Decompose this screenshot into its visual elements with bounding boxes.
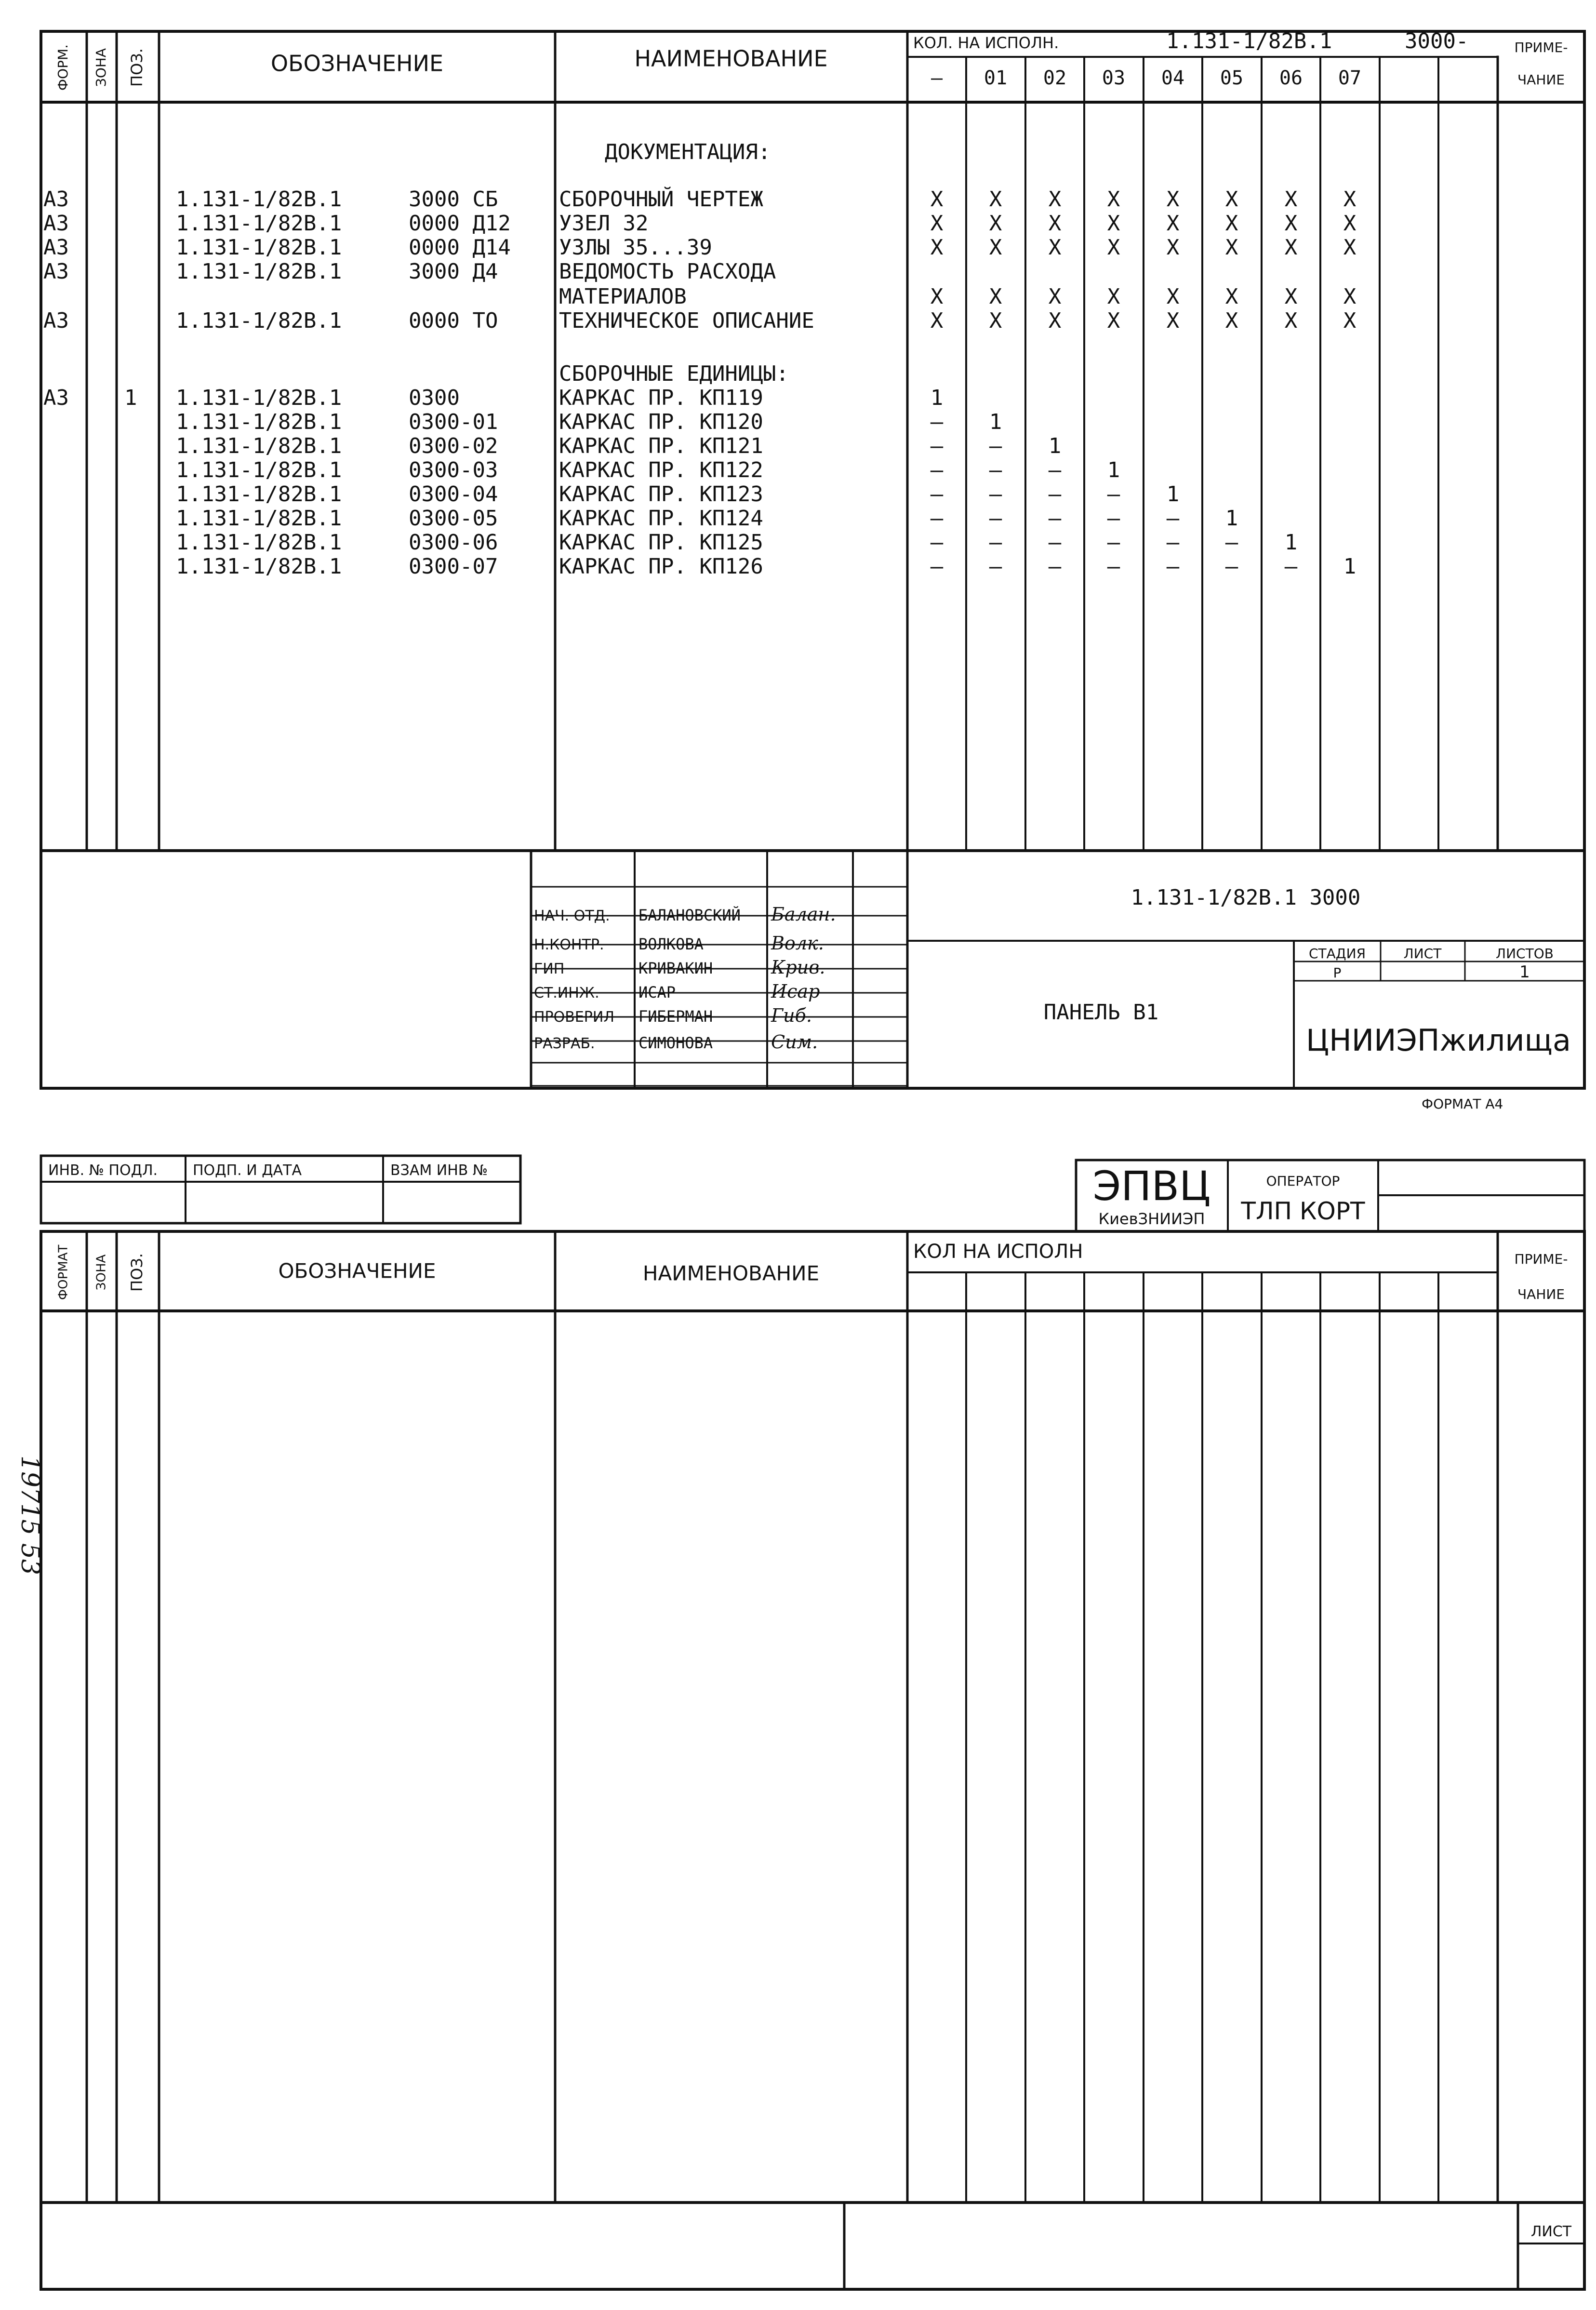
row-qty-cell: X bbox=[1107, 308, 1120, 333]
row-qty-cell: – bbox=[1048, 530, 1062, 555]
row-qty-cell: – bbox=[1107, 554, 1120, 579]
row-qty-cell: – bbox=[930, 530, 944, 555]
sheet2-col-qty-header: КОЛ НА ИСПОЛН bbox=[913, 1241, 1083, 1263]
variant-header-2: 02 bbox=[1043, 67, 1067, 89]
row-designation: 1.131-1/82В.1 bbox=[176, 458, 342, 482]
row-qty-cell: X bbox=[1225, 235, 1238, 260]
row-qty-cell: X bbox=[989, 308, 1002, 333]
row-qty-cell: X bbox=[989, 211, 1002, 236]
row-code: 0300-06 bbox=[409, 530, 498, 555]
stamp-logo-sub: КиевЗНИИЭП bbox=[1098, 1210, 1205, 1228]
row-designation: 1.131-1/82В.1 bbox=[176, 482, 342, 507]
sheet2-col-name-header: НАИМЕНОВАНИЕ bbox=[642, 1261, 820, 1285]
variant-header-3: 03 bbox=[1102, 67, 1126, 89]
row-format: А3 bbox=[43, 308, 69, 333]
title-designation: 1.131-1/82В.1 3000 bbox=[1130, 885, 1361, 910]
row-qty-cell: X bbox=[1166, 211, 1180, 236]
format-label: ФОРМАТ А4 bbox=[1422, 1096, 1503, 1112]
row-code: 0000 Д12 bbox=[409, 211, 511, 236]
row-name: УЗЛЫ 35...39 bbox=[559, 235, 712, 260]
row-qty-cell: – bbox=[930, 410, 944, 434]
row-qty-cell: X bbox=[930, 235, 944, 260]
variant-header-5: 05 bbox=[1220, 67, 1244, 89]
sheet2-note-header-top: ПРИМЕ- bbox=[1514, 1251, 1568, 1267]
signer-role: СТ.ИНЖ. bbox=[534, 985, 599, 1001]
row-qty-cell: X bbox=[1225, 284, 1238, 309]
sheet2-col-designation-header: ОБОЗНАЧЕНИЕ bbox=[278, 1259, 436, 1283]
row-name: СБОРОЧНЫЕ ЕДИНИЦЫ: bbox=[559, 361, 789, 386]
row-code: 0300-03 bbox=[409, 458, 498, 482]
row-qty-cell: X bbox=[1048, 308, 1062, 333]
row-code: 0300-02 bbox=[409, 434, 498, 458]
row-name: КАРКАС ПР. КП120 bbox=[559, 410, 763, 434]
signer-signature: Сим. bbox=[771, 1031, 818, 1053]
inv-label: ИНВ. № ПОДЛ. bbox=[48, 1162, 158, 1179]
row-qty-cell: 1 bbox=[1284, 530, 1298, 555]
vzam-label: ВЗАМ ИНВ № bbox=[390, 1162, 488, 1179]
row-designation: 1.131-1/82В.1 bbox=[176, 506, 342, 531]
row-code: 0000 ТО bbox=[409, 308, 498, 333]
row-qty-cell: X bbox=[1343, 235, 1357, 260]
row-qty-cell: – bbox=[1225, 554, 1238, 579]
row-name: КАРКАС ПР. КП124 bbox=[559, 506, 763, 531]
variant-header-7: 07 bbox=[1338, 67, 1362, 89]
row-format: А3 bbox=[43, 386, 69, 410]
row-section-title: ДОКУМЕНТАЦИЯ: bbox=[605, 140, 771, 164]
row-qty-cell: X bbox=[1284, 308, 1298, 333]
row-name: МАТЕРИАЛОВ bbox=[559, 284, 687, 309]
row-name: УЗЕЛ 32 bbox=[559, 211, 649, 236]
row-qty-cell: – bbox=[1048, 458, 1062, 482]
signer-signature: Балан. bbox=[771, 904, 836, 925]
row-designation: 1.131-1/82В.1 bbox=[176, 235, 342, 260]
row-qty-cell: X bbox=[1284, 187, 1298, 212]
row-name: КАРКАС ПР. КП123 bbox=[559, 482, 763, 507]
row-qty-cell: 1 bbox=[1225, 506, 1238, 531]
row-qty-cell: 1 bbox=[1343, 554, 1357, 579]
signer-role: Н.КОНТР. bbox=[534, 936, 604, 953]
row-qty-cell: – bbox=[1048, 554, 1062, 579]
signer-signature: Крив. bbox=[771, 957, 825, 978]
row-qty-cell: X bbox=[1166, 187, 1180, 212]
row-qty-cell: X bbox=[989, 187, 1002, 212]
row-name: КАРКАС ПР. КП121 bbox=[559, 434, 763, 458]
row-qty-cell: 1 bbox=[989, 410, 1002, 434]
row-format: А3 bbox=[43, 235, 69, 260]
title-stage-label: СТАДИЯ bbox=[1308, 946, 1366, 961]
row-designation: 1.131-1/82В.1 bbox=[176, 530, 342, 555]
row-qty-cell: – bbox=[989, 506, 1002, 531]
sheet2-col-zone-header: ЗОНА bbox=[94, 1254, 109, 1291]
row-qty-cell: – bbox=[930, 458, 944, 482]
col-zone-header: ЗОНА bbox=[93, 48, 109, 87]
title-sheets-label: ЛИСТОВ bbox=[1496, 946, 1554, 961]
row-designation: 1.131-1/82В.1 bbox=[176, 434, 342, 458]
row-qty-cell: – bbox=[1107, 482, 1120, 507]
row-code: 0300-05 bbox=[409, 506, 498, 531]
row-qty-cell: – bbox=[1048, 506, 1062, 531]
row-name: ТЕХНИЧЕСКОЕ ОПИСАНИЕ bbox=[559, 308, 814, 333]
row-qty-cell: X bbox=[1048, 235, 1062, 260]
signer-signature: Исар bbox=[771, 981, 820, 1002]
row-qty-cell: – bbox=[1107, 506, 1120, 531]
row-qty-cell: X bbox=[1343, 187, 1357, 212]
row-qty-cell: 1 bbox=[1107, 458, 1120, 482]
row-qty-cell: – bbox=[1166, 506, 1180, 531]
row-qty-cell: – bbox=[930, 434, 944, 458]
row-format: А3 bbox=[43, 187, 69, 212]
row-qty-cell: X bbox=[930, 211, 944, 236]
row-qty-cell: X bbox=[1107, 235, 1120, 260]
row-qty-cell: – bbox=[1166, 554, 1180, 579]
row-qty-cell: X bbox=[1225, 211, 1238, 236]
row-qty-cell: – bbox=[989, 482, 1002, 507]
col-format-header: ФОРМ. bbox=[55, 44, 71, 91]
row-qty-cell: X bbox=[1343, 308, 1357, 333]
signer-signature: Гиб. bbox=[771, 1005, 812, 1026]
operator-value: ТЛП КОРТ bbox=[1241, 1197, 1365, 1225]
row-qty-cell: X bbox=[989, 235, 1002, 260]
row-code: 0300-07 bbox=[409, 554, 498, 579]
title-sheets-value: 1 bbox=[1519, 962, 1530, 982]
title-organization: ЦНИИЭПжилища bbox=[1306, 1023, 1571, 1058]
col-designation-header: ОБОЗНАЧЕНИЕ bbox=[270, 50, 444, 77]
row-qty-cell: – bbox=[989, 530, 1002, 555]
sheet2-col-pos-header: ПОЗ. bbox=[128, 1253, 146, 1292]
row-qty-cell: – bbox=[930, 554, 944, 579]
sheet2-sheet-label: ЛИСТ bbox=[1530, 2223, 1572, 2240]
row-pos: 1 bbox=[124, 386, 137, 410]
row-code: 0300 bbox=[409, 386, 460, 410]
row-qty-cell: – bbox=[1107, 530, 1120, 555]
signer-role: НАЧ. ОТД. bbox=[534, 908, 610, 924]
row-designation: 1.131-1/82В.1 bbox=[176, 259, 342, 284]
variant-header-0: – bbox=[931, 67, 943, 89]
row-qty-cell: X bbox=[930, 187, 944, 212]
variant-header-4: 04 bbox=[1161, 67, 1185, 89]
operator-label: ОПЕРАТОР bbox=[1266, 1173, 1340, 1189]
row-qty-cell: X bbox=[1107, 284, 1120, 309]
signer-name: КРИВАКИН bbox=[638, 959, 713, 977]
col-name-header: НАИМЕНОВАНИЕ bbox=[634, 45, 828, 72]
row-code: 0000 Д14 bbox=[409, 235, 511, 260]
row-designation: 1.131-1/82В.1 bbox=[176, 211, 342, 236]
row-qty-cell: X bbox=[1048, 211, 1062, 236]
row-qty-cell: 1 bbox=[1166, 482, 1180, 507]
row-qty-cell: X bbox=[930, 284, 944, 309]
row-designation: 1.131-1/82В.1 bbox=[176, 386, 342, 410]
row-name: ВЕДОМОСТЬ РАСХОДА bbox=[559, 259, 776, 284]
col-qty-header: КОЛ. НА ИСПОЛН. bbox=[913, 34, 1059, 52]
row-qty-cell: 1 bbox=[930, 386, 944, 410]
row-qty-cell: X bbox=[1225, 187, 1238, 212]
row-qty-cell: X bbox=[1343, 211, 1357, 236]
title-sheet-label: ЛИСТ bbox=[1403, 946, 1442, 961]
margin-note: 19715 53 bbox=[15, 1455, 44, 1576]
signer-name: БАЛАНОВСКИЙ bbox=[638, 906, 741, 924]
signer-name: СИМОНОВА bbox=[638, 1034, 713, 1052]
row-designation: 1.131-1/82В.1 bbox=[176, 554, 342, 579]
row-code: 0300-01 bbox=[409, 410, 498, 434]
row-qty-cell: X bbox=[1166, 284, 1180, 309]
row-designation: 1.131-1/82В.1 bbox=[176, 187, 342, 212]
title-stage-value: Р bbox=[1333, 965, 1342, 981]
sheet2-col-format-header: ФОРМАТ bbox=[56, 1244, 71, 1300]
row-format: А3 bbox=[43, 259, 69, 284]
row-code: 0300-04 bbox=[409, 482, 498, 507]
row-qty-cell: 1 bbox=[1048, 434, 1062, 458]
col-pos-header: ПОЗ. bbox=[128, 48, 146, 87]
row-qty-cell: – bbox=[930, 482, 944, 507]
row-qty-cell: – bbox=[1166, 530, 1180, 555]
row-qty-cell: X bbox=[1048, 187, 1062, 212]
signer-role: РАЗРАБ. bbox=[534, 1035, 595, 1052]
stamp-logo: ЭПВЦ bbox=[1092, 1162, 1211, 1210]
header-doc-suffix: 3000- bbox=[1405, 29, 1469, 53]
title-product-name: ПАНЕЛЬ В1 bbox=[1043, 1000, 1159, 1025]
variant-header-1: 01 bbox=[984, 67, 1008, 89]
row-qty-cell: X bbox=[1166, 308, 1180, 333]
row-designation: 1.131-1/82В.1 bbox=[176, 308, 342, 333]
signer-name: ИСАР bbox=[638, 983, 676, 1001]
row-qty-cell: X bbox=[1166, 235, 1180, 260]
row-name: КАРКАС ПР. КП125 bbox=[559, 530, 763, 555]
row-qty-cell: – bbox=[989, 434, 1002, 458]
signer-name: ГИБЕРМАН bbox=[638, 1007, 713, 1026]
row-name: КАРКАС ПР. КП126 bbox=[559, 554, 763, 579]
row-qty-cell: – bbox=[1284, 554, 1298, 579]
row-qty-cell: X bbox=[1284, 211, 1298, 236]
signer-role: ПРОВЕРИЛ bbox=[534, 1009, 614, 1026]
row-name: СБОРОЧНЫЙ ЧЕРТЕЖ bbox=[559, 187, 763, 212]
row-qty-cell: X bbox=[930, 308, 944, 333]
row-qty-cell: X bbox=[1343, 284, 1357, 309]
row-qty-cell: X bbox=[1048, 284, 1062, 309]
row-code: 3000 Д4 bbox=[409, 259, 498, 284]
signer-name: ВОЛКОВА bbox=[638, 935, 704, 953]
row-name: КАРКАС ПР. КП122 bbox=[559, 458, 763, 482]
row-qty-cell: – bbox=[989, 554, 1002, 579]
header-doc-code: 1.131-1/82В.1 bbox=[1166, 29, 1332, 53]
row-qty-cell: X bbox=[1107, 211, 1120, 236]
note-header-top: ПРИМЕ- bbox=[1514, 40, 1568, 55]
row-code: 3000 СБ bbox=[409, 187, 498, 212]
variant-header-6: 06 bbox=[1279, 67, 1303, 89]
row-qty-cell: X bbox=[1225, 308, 1238, 333]
note-header-bottom: ЧАНИЕ bbox=[1517, 72, 1565, 88]
row-designation: 1.131-1/82В.1 bbox=[176, 410, 342, 434]
sign-label: ПОДП. И ДАТА bbox=[193, 1162, 302, 1179]
row-qty-cell: – bbox=[989, 458, 1002, 482]
signer-role: ГИП bbox=[534, 961, 565, 977]
row-qty-cell: – bbox=[930, 506, 944, 531]
row-qty-cell: – bbox=[1048, 482, 1062, 507]
row-qty-cell: X bbox=[989, 284, 1002, 309]
signer-signature: Волк. bbox=[771, 933, 824, 954]
row-name: КАРКАС ПР. КП119 bbox=[559, 386, 763, 410]
row-format: А3 bbox=[43, 211, 69, 236]
row-qty-cell: X bbox=[1284, 235, 1298, 260]
sheet2-note-header-bottom: ЧАНИЕ bbox=[1517, 1286, 1565, 1302]
row-qty-cell: X bbox=[1284, 284, 1298, 309]
row-qty-cell: – bbox=[1225, 530, 1238, 555]
row-qty-cell: X bbox=[1107, 187, 1120, 212]
